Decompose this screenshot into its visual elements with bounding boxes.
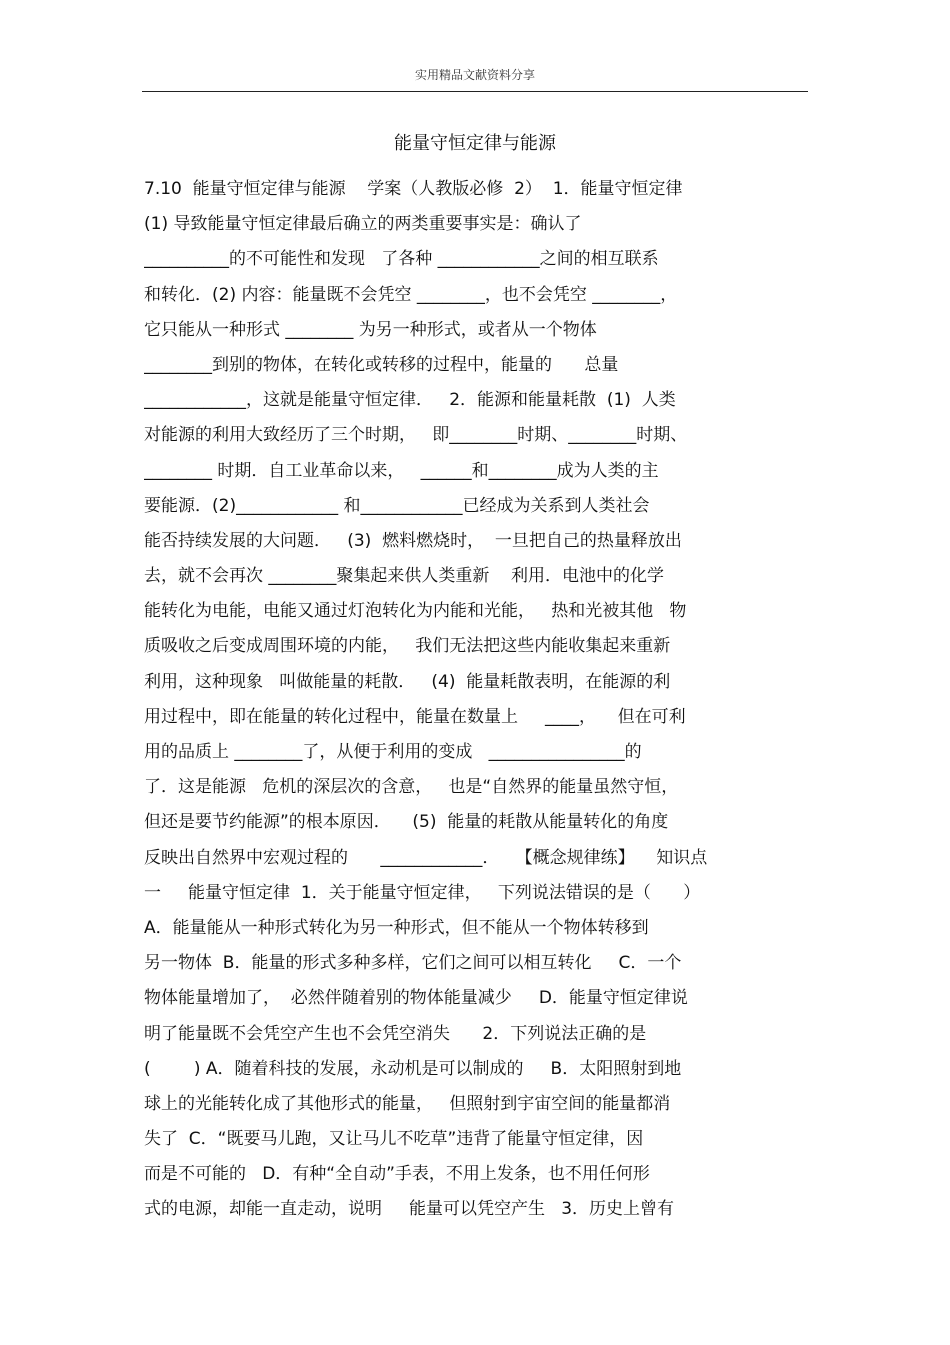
body-line: 了．这是能源 危机的深层次的含意， 也是“自然界的能量虽然守恒， bbox=[144, 777, 679, 798]
body-line: __________的不可能性和发现 了各种 ____________之间的相互联系 bbox=[144, 249, 659, 270]
body-line: 质吸收之后变成周围环境的内能， 我们无法把这些内能收集起来重新 bbox=[144, 636, 671, 657]
body-line: 反映出自然界中宏观过程的 ____________． 【概念规律练】 知识点 bbox=[144, 847, 708, 868]
body-line: 对能源的利用大致经历了三个时期， 即________时期、________时期、 bbox=[144, 425, 688, 446]
body-line: 能转化为电能，电能又通过灯泡转化为内能和光能， 热和光被其他 物 bbox=[144, 601, 687, 622]
body-line: 而是不可能的 D．有种“全自动”手表，不用上发条，也不用任何形 bbox=[144, 1164, 650, 1185]
body-line: 球上的光能转化成了其他形式的能量， 但照射到宇宙空间的能量都消 bbox=[144, 1093, 671, 1114]
body-line: 利用，这种现象 叫做能量的耗散． (4) 能量耗散表明，在能源的利 bbox=[144, 671, 671, 692]
body-line: 用的品质上 ________了，从便于利用的变成 ________________的 bbox=[144, 742, 642, 762]
body-line: ____________，这就是能量守恒定律． 2．能源和能量耗散 (1) 人类 bbox=[144, 390, 676, 411]
body-line: 去，就不会再次 ________聚集起来供人类重新 利用．电池中的化学 bbox=[144, 566, 665, 587]
body-line: 式的电源，却能一直走动，说明 能量可以凭空产生 3．历史上曾有 bbox=[144, 1199, 675, 1220]
body-line: ________ 时期．自工业革命以来， ______和________成为人类的主 bbox=[144, 460, 659, 481]
body-line: 它只能从一种形式 ________ 为另一种形式，或者从一个物体 bbox=[144, 319, 597, 340]
body-line: 明了能量既不会凭空产生也不会凭空消失 2．下列说法正确的是 bbox=[144, 1023, 647, 1044]
body-line: ________到别的物体，在转化或转移的过程中，能量的 总量 bbox=[144, 354, 619, 375]
document-body bbox=[144, 172, 808, 1228]
body-line: (1) 导致能量守恒定律最后确立的两类重要事实是：确认了 bbox=[144, 214, 582, 235]
page-header: 实用精品文献资料分享 bbox=[414, 68, 535, 82]
body-line: 要能源．(2)____________ 和____________已经成为关系到人类社会 bbox=[144, 495, 650, 516]
body-line: 另一物体 B．能量的形式多种多样，它们之间可以相互转化 C．一个 bbox=[144, 953, 682, 974]
document-title: 能量守恒定律与能源 bbox=[394, 133, 556, 154]
body-line: A．能量能从一种形式转化为另一种形式，但不能从一个物体转移到 bbox=[144, 917, 649, 938]
body-line: 7.10 能量守恒定律与能源 学案（人教版必修 2） 1．能量守恒定律 bbox=[144, 179, 683, 199]
header-divider bbox=[142, 91, 808, 92]
body-line: 失了 C．“既要马儿跑，又让马儿不吃草”违背了能量守恒定律，因 bbox=[144, 1129, 644, 1150]
body-line: ( ) A．随着科技的发展，永动机是可以制成的 B．太阳照射到地 bbox=[144, 1058, 682, 1079]
body-line: 用过程中，即在能量的转化过程中，能量在数量上 ____， 但在可利 bbox=[144, 706, 686, 727]
body-line: 一 能量守恒定律 1．关于能量守恒定律， 下列说法错误的是（ ） bbox=[144, 882, 701, 903]
body-line: 物体能量增加了， 必然伴随着别的物体能量减少 D．能量守恒定律说 bbox=[144, 988, 688, 1009]
body-line: 和转化．(2) 内容：能量既不会凭空 ________，也不会凭空 ________， bbox=[144, 284, 678, 305]
body-line: 能否持续发展的大问题． (3) 燃料燃烧时， 一旦把自己的热量释放出 bbox=[144, 530, 682, 551]
body-line: 但还是要节约能源”的根本原因． (5) 能量的耗散从能量转化的角度 bbox=[144, 812, 669, 833]
